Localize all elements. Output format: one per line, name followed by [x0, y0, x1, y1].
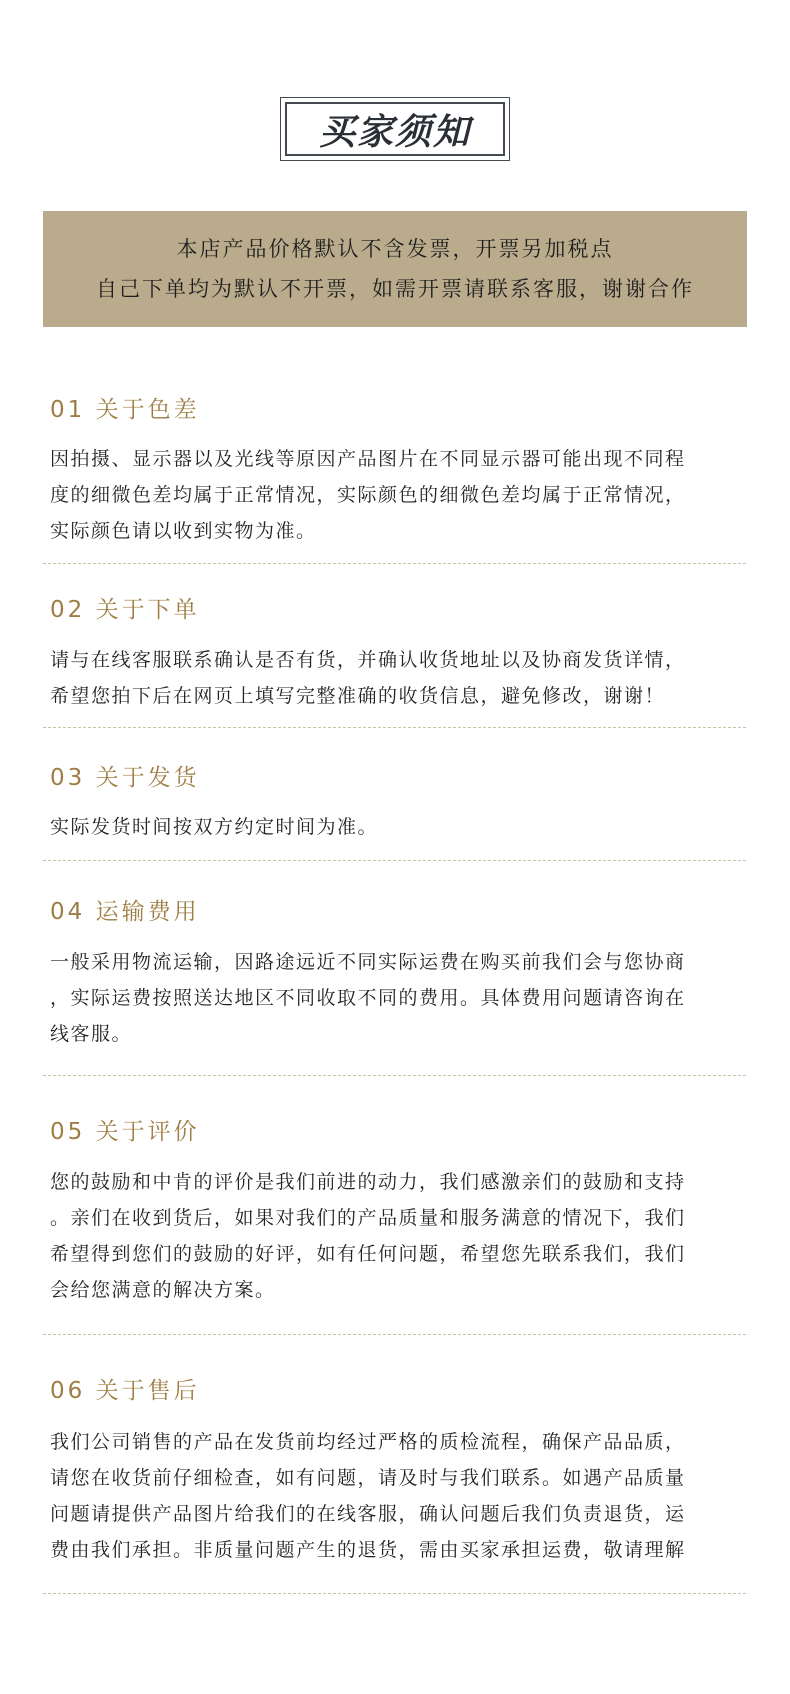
- body-line: 您的鼓励和中肯的评价是我们前进的动力，我们感激亲们的鼓励和支持: [50, 1171, 686, 1193]
- divider: [43, 1334, 746, 1335]
- divider: [43, 1593, 746, 1594]
- body-line: 。亲们在收到货后，如果对我们的产品质量和服务满意的情况下，我们: [50, 1207, 686, 1229]
- body-line: 会给您满意的解决方案。: [50, 1279, 276, 1301]
- section-title: 04 运输费用: [50, 899, 200, 925]
- divider: [43, 860, 746, 861]
- body-line: 希望您拍下后在网页上填写完整准确的收货信息，避免修改，谢谢！: [50, 685, 666, 707]
- divider: [43, 1075, 746, 1076]
- divider: [43, 563, 746, 564]
- body-line: 我们公司销售的产品在发货前均经过严格的质检流程，确保产品品质，: [50, 1431, 686, 1453]
- body-line: 请您在收货前仔细检查，如有问题，请及时与我们联系。如遇产品质量: [50, 1467, 686, 1489]
- section-body: [50, 944, 740, 1052]
- page-title: 买家须知: [318, 110, 471, 153]
- body-line: 因拍摄、显示器以及光线等原因产品图片在不同显示器可能出现不同程: [50, 448, 686, 470]
- notice-line-contact: 自己下单均为默认不开票，如需开票请联系客服，谢谢合作: [96, 277, 694, 301]
- body-line: 一般采用物流运输，因路途远近不同实际运费在购买前我们会与您协商: [50, 951, 686, 973]
- section-body: [50, 441, 740, 549]
- section-body: [50, 809, 740, 845]
- body-line: 请与在线客服联系确认是否有货，并确认收货地址以及协商发货详情，: [50, 649, 686, 671]
- body-line: 实际颜色请以收到实物为准。: [50, 520, 317, 542]
- notice-line-invoice: 本店产品价格默认不含发票，开票另加税点: [176, 237, 614, 261]
- body-line: 问题请提供产品图片给我们的在线客服，确认问题后我们负责退货，运: [50, 1503, 686, 1525]
- body-line: 费由我们承担。非质量问题产生的退货，需由买家承担运费，敬请理解: [50, 1539, 686, 1561]
- body-line: 希望得到您们的鼓励的好评，如有任何问题，希望您先联系我们，我们: [50, 1243, 686, 1265]
- body-line: 度的细微色差均属于正常情况，实际颜色的细微色差均属于正常情况，: [50, 484, 686, 506]
- body-line: 线客服。: [50, 1023, 133, 1045]
- page-title-frame: [280, 97, 510, 161]
- body-line: 实际发货时间按双方约定时间为准。: [50, 816, 379, 838]
- divider: [43, 727, 746, 728]
- section-title: 03 关于发货: [50, 765, 200, 791]
- section-body: [50, 1424, 740, 1568]
- section-title: 06 关于售后: [50, 1378, 200, 1404]
- section-title: 01 关于色差: [50, 397, 200, 423]
- page-title-inner-frame: [285, 102, 505, 156]
- section-title: 02 关于下单: [50, 597, 200, 623]
- section-body: [50, 1164, 740, 1308]
- section-title: 05 关于评价: [50, 1119, 200, 1145]
- body-line: ，实际运费按照送达地区不同收取不同的费用。具体费用问题请咨询在: [50, 987, 686, 1009]
- section-body: [50, 642, 740, 714]
- notice-banner: [43, 211, 747, 327]
